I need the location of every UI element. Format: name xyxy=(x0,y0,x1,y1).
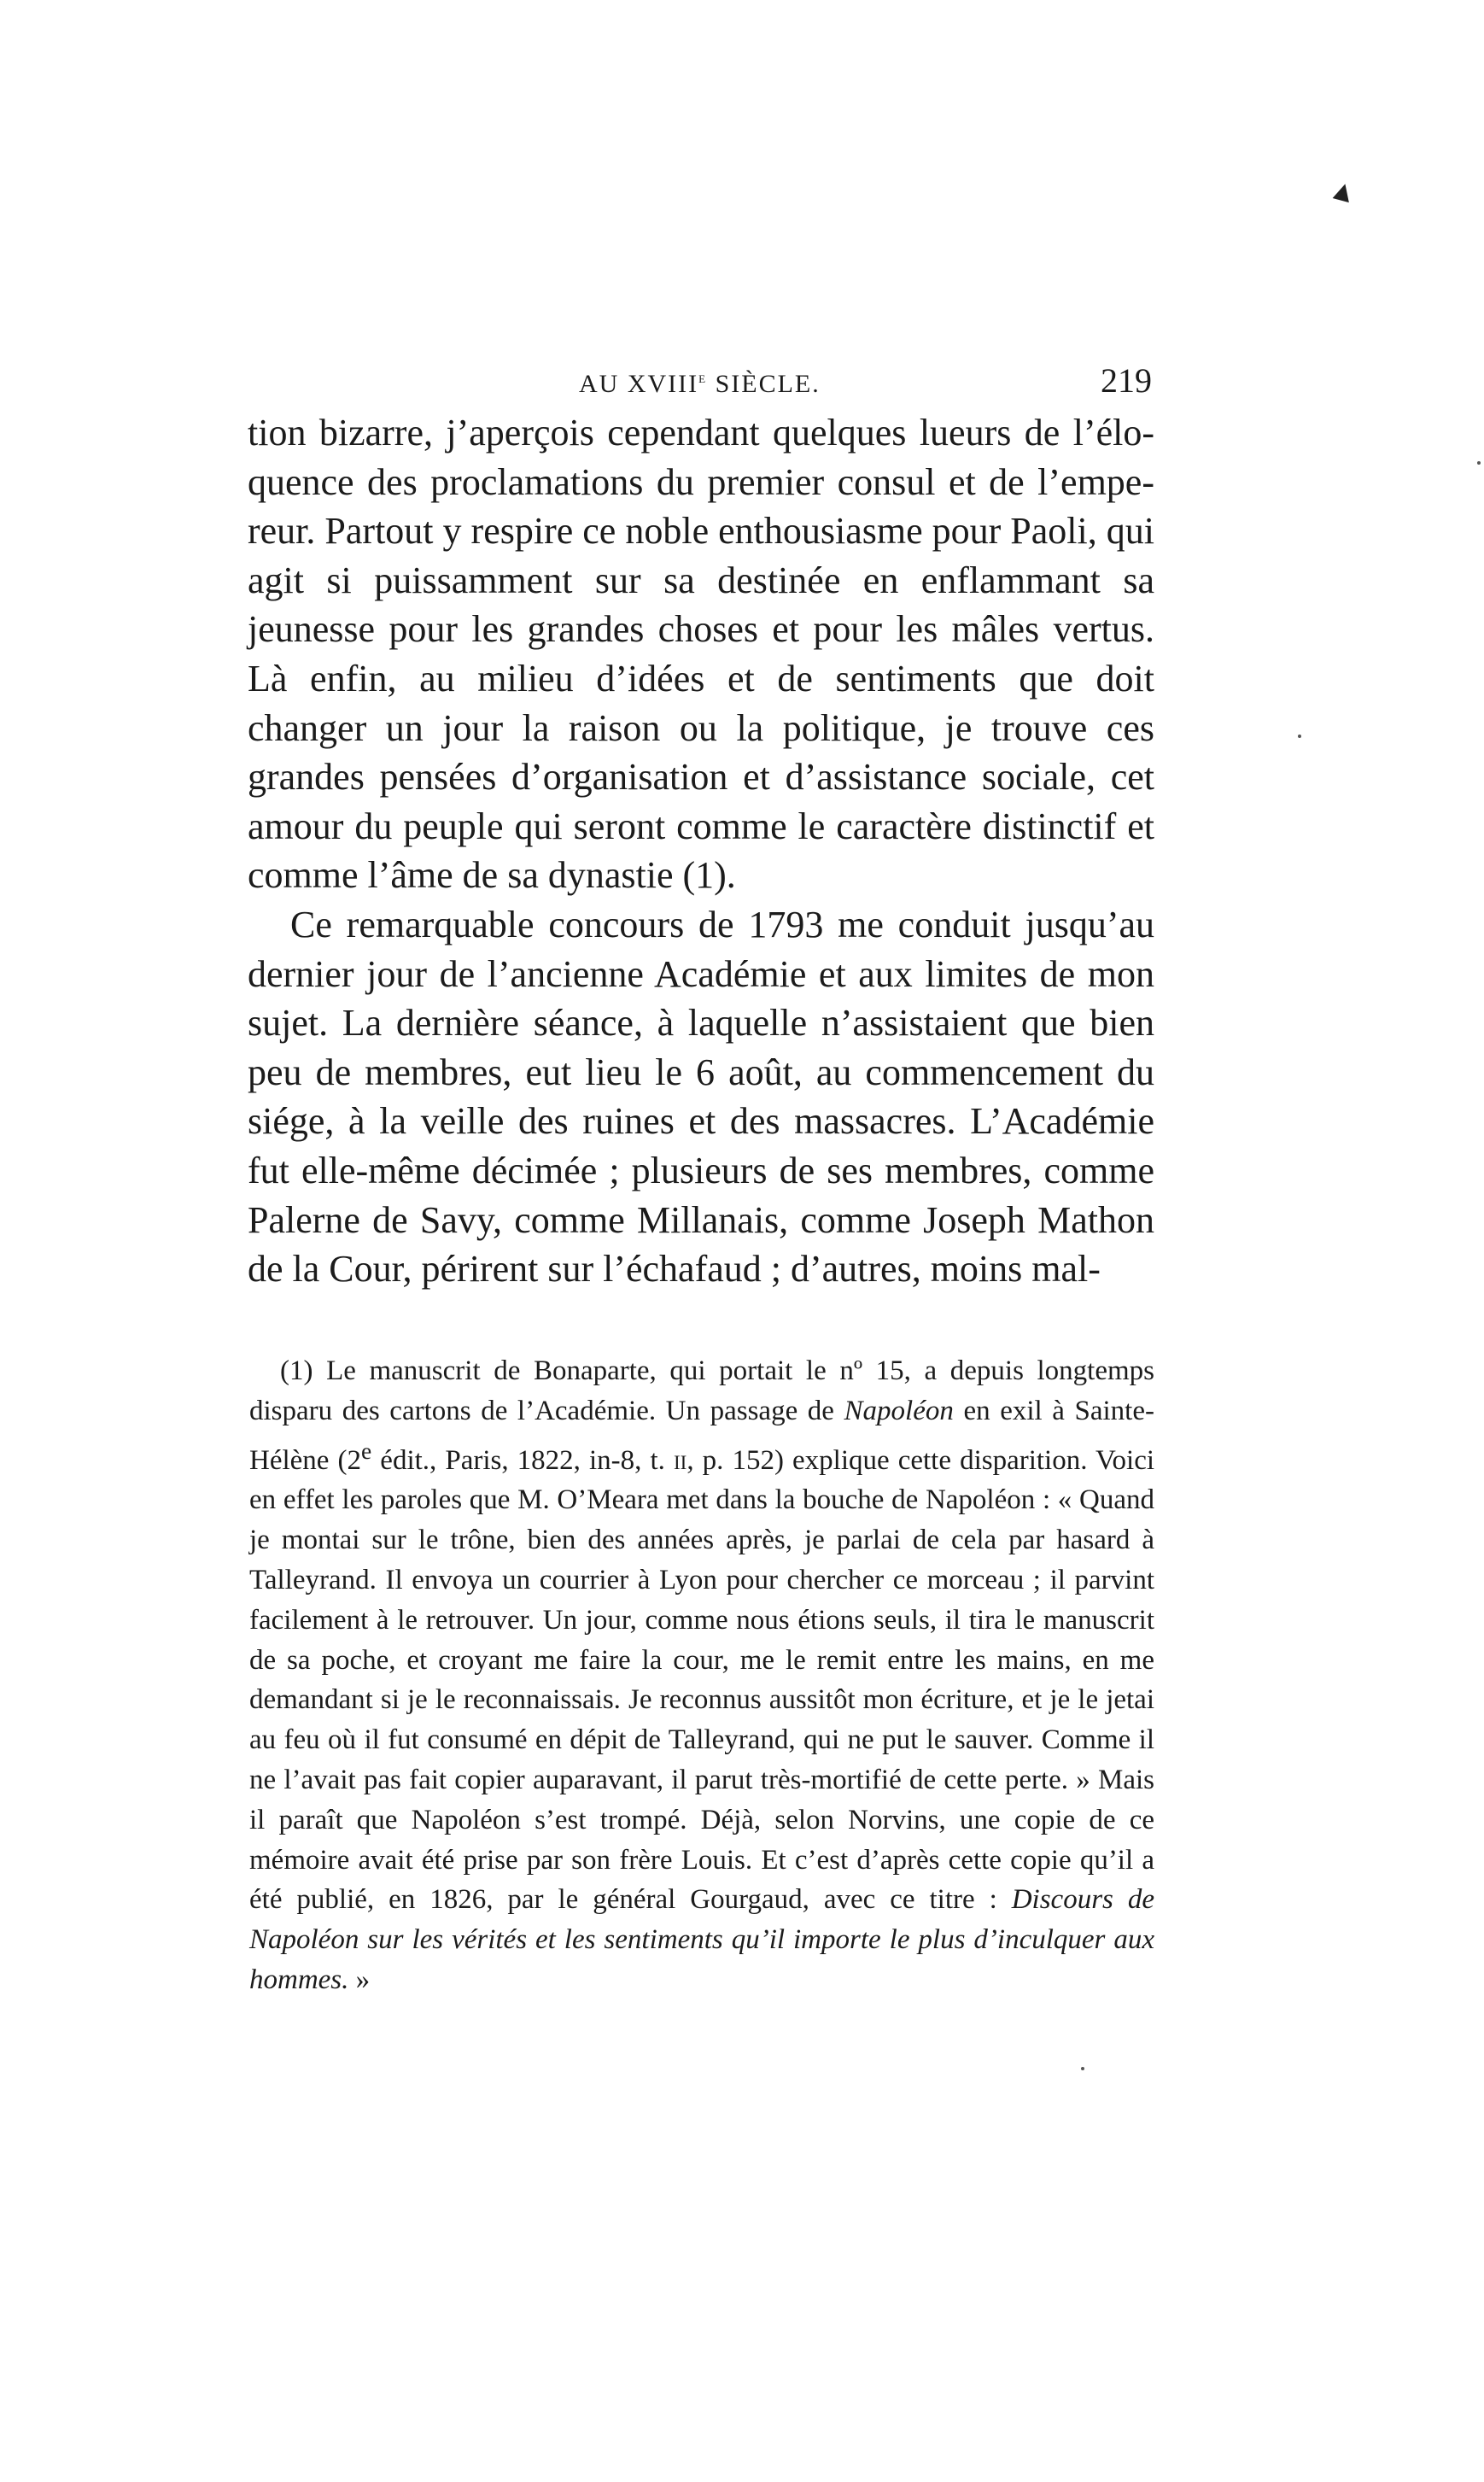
page-header xyxy=(248,357,1157,408)
footnote xyxy=(249,1351,1154,2000)
paragraph: Ce remarquable concours de 1793 me conduit jusqu’au dernier jour de l’ancienne Académie et aux limites de mon sujet. La dernière séance, à laquelle n’assistaient que bien peu de membres, eut lieu le 6 août, au commencement du siége, à la veille des ruines et des massacres. L’Académie fut elle-même décimée ; plusieurs de ses membres, comme Palerne de Savy, comme Millanais, comme Joseph Mathon de la Cour, périrent sur l’échafaud ; d’autres, moins mal- xyxy=(248,903,1154,1291)
paragraph: tion bizarre, j’aperçois cependant quelques lueurs de l’éloquence des proclamations du premier consul et de l’empereur. Partout y respire ce noble enthousiasme pour Paoli, qui agit si puissamment sur sa destinée en enflammant sa jeunesse pour les grandes choses et pour les mâles vertus. Là enfin, au milieu d’idées et de sentiments que doit changer un jour la raison ou la politique, je trouve ces grandes pensées d’organisation et d’assistance sociale, cet amour du peuple qui seront comme le caractère distinctif et comme l’âme de sa dynastie (1). xyxy=(248,412,1154,897)
running-head: AU XVIIIe SIÈCLE. xyxy=(579,369,821,398)
speck xyxy=(1081,2067,1084,2070)
speck xyxy=(1477,461,1481,465)
main-text xyxy=(248,408,1154,1294)
footnote-text: (1) Le manuscrit de Bonaparte, qui portait le nº 15, a depuis longtemps disparu des cartons de l’Académie. Un passage de Napoléon en exil à Sainte-Hélène (2e édit., Paris, 1822, in-8, t. ii, p. 152) explique cette disparition. Voici en effet les paroles que M. O’Meara met dans la bouche de Napoléon : « Quand je montai sur le trône, bien des années après, je parlai de cela par hasard à Talleyrand. Il envoya un courrier à Lyon pour chercher ce morceau ; il parvint facilement à le retrouver. Un jour, comme nous étions seuls, il tira le manuscrit de sa poche, et croyant me faire la cour, me le remit entre les mains, en me demandant si je le reconnaissais. Je reconnus aussitôt mon écriture, et je le jetai au feu où il fut consumé en dépit de Talleyrand, qui ne put le sauver. Comme il ne l’avait pas fait copier auparavant, il parut très-mortifié de cette perte. » Mais il paraît que Napoléon s’est trompé. Déjà, selon Norvins, une copie de ce mémoire avait été prise par son frère Louis. Et c’est d’après cette copie qu’il a été publié, en 1826, par le général Gourgaud, avec ce titre : Discours de Napoléon sur les vérités et les sentiments qu’il importe le plus d’inculquer aux hommes. » xyxy=(249,1355,1155,1995)
ink-mark: ▲ xyxy=(1324,173,1362,211)
page-number: 219 xyxy=(1101,361,1152,400)
speck xyxy=(1298,735,1301,738)
